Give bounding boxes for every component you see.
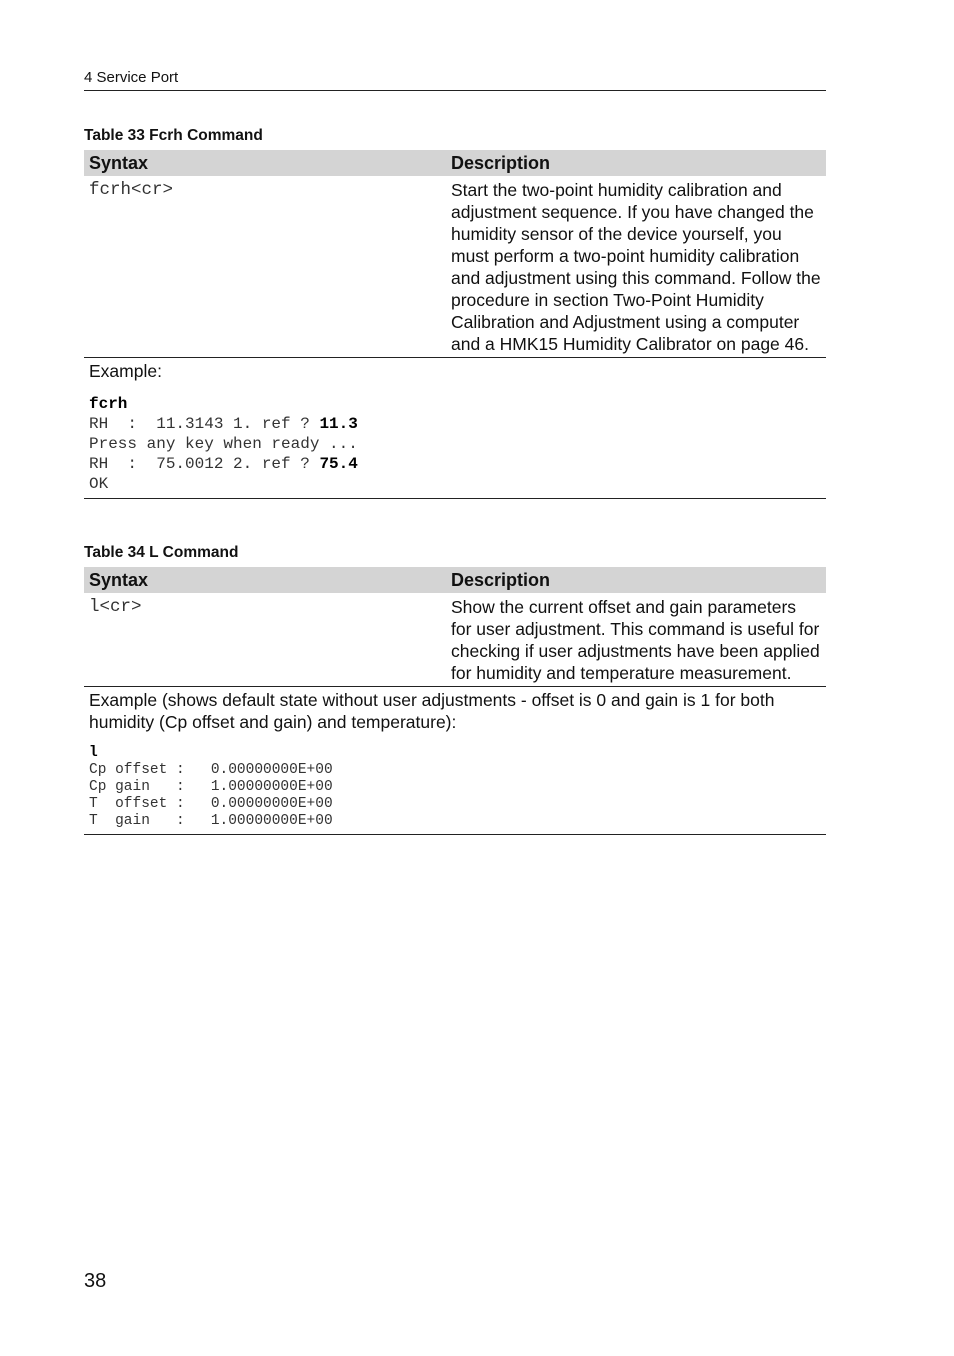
description-column-header: Description bbox=[446, 567, 826, 593]
example-label: Example (shows default state without user adjustments - offset is 0 and gain is 1 for both humidity (Cp offset and gain) and temperature): bbox=[89, 690, 775, 732]
code-line: OK bbox=[89, 475, 109, 493]
description-column-header: Description bbox=[446, 150, 826, 176]
l-example-output bbox=[89, 745, 821, 830]
code-line: Cp gain : 1.00000000E+00 bbox=[89, 779, 333, 795]
syntax-column-header: Syntax bbox=[84, 567, 446, 593]
code-line: RH : 11.3143 1. ref ? bbox=[89, 415, 320, 433]
fcrh-example-output bbox=[89, 394, 821, 494]
fcrh-syntax: fcrh<cr> bbox=[84, 176, 446, 358]
table-33-fcrh-command bbox=[84, 150, 826, 499]
example-command: fcrh bbox=[89, 395, 128, 413]
example-command: l bbox=[89, 745, 98, 761]
user-input: 11.3 bbox=[319, 415, 358, 433]
code-line: Cp offset : 0.00000000E+00 bbox=[89, 762, 333, 778]
l-description: Show the current offset and gain parameters for user adjustment. This command is useful for checking if user adjustments have been applied for humidity and temperature measurement. bbox=[446, 593, 826, 687]
l-syntax: l<cr> bbox=[84, 593, 446, 687]
user-input: 75.4 bbox=[319, 455, 358, 473]
code-line: T gain : 1.00000000E+00 bbox=[89, 813, 333, 829]
table-34-l-command bbox=[84, 567, 826, 835]
example-label: Example: bbox=[89, 361, 162, 381]
running-header: 4 Service Port bbox=[84, 69, 826, 91]
syntax-column-header: Syntax bbox=[84, 150, 446, 176]
table-34-caption: Table 34 L Command bbox=[84, 544, 239, 561]
fcrh-description: Start the two-point humidity calibration and adjustment sequence. If you have changed the humidity sensor of the device yourself, you must perform a two-point humidity calibration and adjustment using this command. Follow the procedure in section Two-Point Humidity Calibration and Adjustment using a computer and a HMK15 Humidity Calibrator on page 46. bbox=[446, 176, 826, 358]
l-example bbox=[84, 687, 826, 835]
code-line: RH : 75.0012 2. ref ? bbox=[89, 455, 320, 473]
page-number: 38 bbox=[84, 1270, 107, 1292]
code-line: T offset : 0.00000000E+00 bbox=[89, 796, 333, 812]
fcrh-example bbox=[84, 358, 826, 499]
table-33-caption: Table 33 Fcrh Command bbox=[84, 127, 263, 144]
code-line: Press any key when ready ... bbox=[89, 435, 358, 453]
